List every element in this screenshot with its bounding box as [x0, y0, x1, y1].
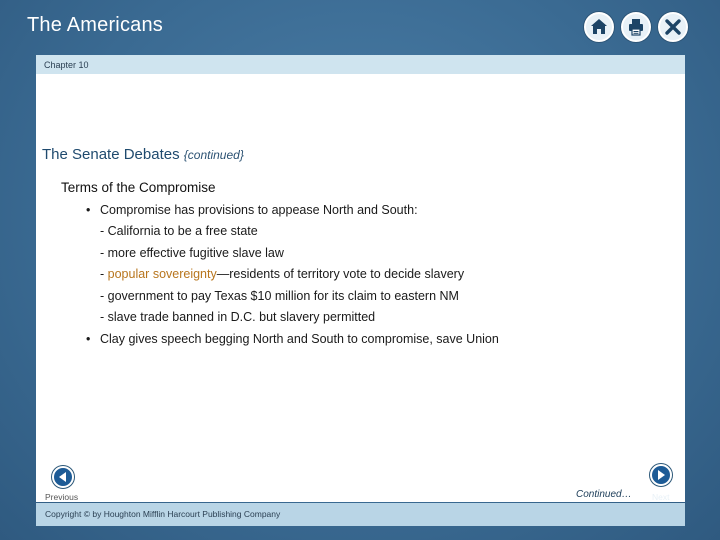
sub-item: - government to pay Texas $10 million for its claim to eastern NM: [100, 289, 459, 303]
slide-title-text: The Senate Debates: [42, 146, 180, 163]
continued-label: Continued…: [576, 489, 632, 500]
print-button[interactable]: [621, 12, 651, 42]
copyright-text: Copyright © by Houghton Mifflin Harcourt Publishing Company: [45, 509, 281, 519]
sub-item: - California to be a free state: [100, 224, 258, 238]
close-button[interactable]: [658, 12, 688, 42]
previous-label[interactable]: Previous: [45, 492, 79, 502]
slide-title-suffix: {continued}: [183, 148, 244, 162]
arrow-left-icon: [57, 471, 69, 483]
chapter-bar: [36, 55, 685, 74]
section-subhead: Terms of the Compromise: [61, 180, 216, 195]
previous-button[interactable]: [52, 466, 74, 488]
home-button[interactable]: [584, 12, 614, 42]
bullet-item: • Compromise has provisions to appease North and South:: [86, 203, 418, 217]
next-button[interactable]: [650, 464, 672, 486]
home-icon: [589, 17, 609, 37]
sub-item: [100, 267, 464, 281]
app-title: The Americans: [27, 14, 163, 36]
sub-item: - more effective fugitive slave law: [100, 246, 284, 260]
sub-item-text: —residents of territory vote to decide slavery: [216, 267, 465, 281]
print-icon: [626, 17, 646, 37]
close-icon: [663, 17, 683, 37]
bullet-text: Compromise has provisions to appease North and South:: [100, 203, 418, 217]
bullet-text: Clay gives speech begging North and South to compromise, save Union: [100, 332, 499, 346]
chapter-label: Chapter 10: [44, 60, 89, 70]
footer-bar: [36, 503, 685, 526]
slide-content: [36, 74, 685, 502]
key-term-highlight: popular sovereignty: [107, 267, 217, 281]
next-label[interactable]: Next: [652, 492, 670, 502]
slide-title: [42, 146, 244, 163]
arrow-right-icon: [655, 469, 667, 481]
top-toolbar: [584, 12, 688, 42]
bullet-item: • Clay gives speech begging North and South to compromise, save Union: [86, 332, 499, 346]
sub-item: - slave trade banned in D.C. but slavery permitted: [100, 310, 376, 324]
sub-item-prefix: -: [100, 267, 108, 281]
